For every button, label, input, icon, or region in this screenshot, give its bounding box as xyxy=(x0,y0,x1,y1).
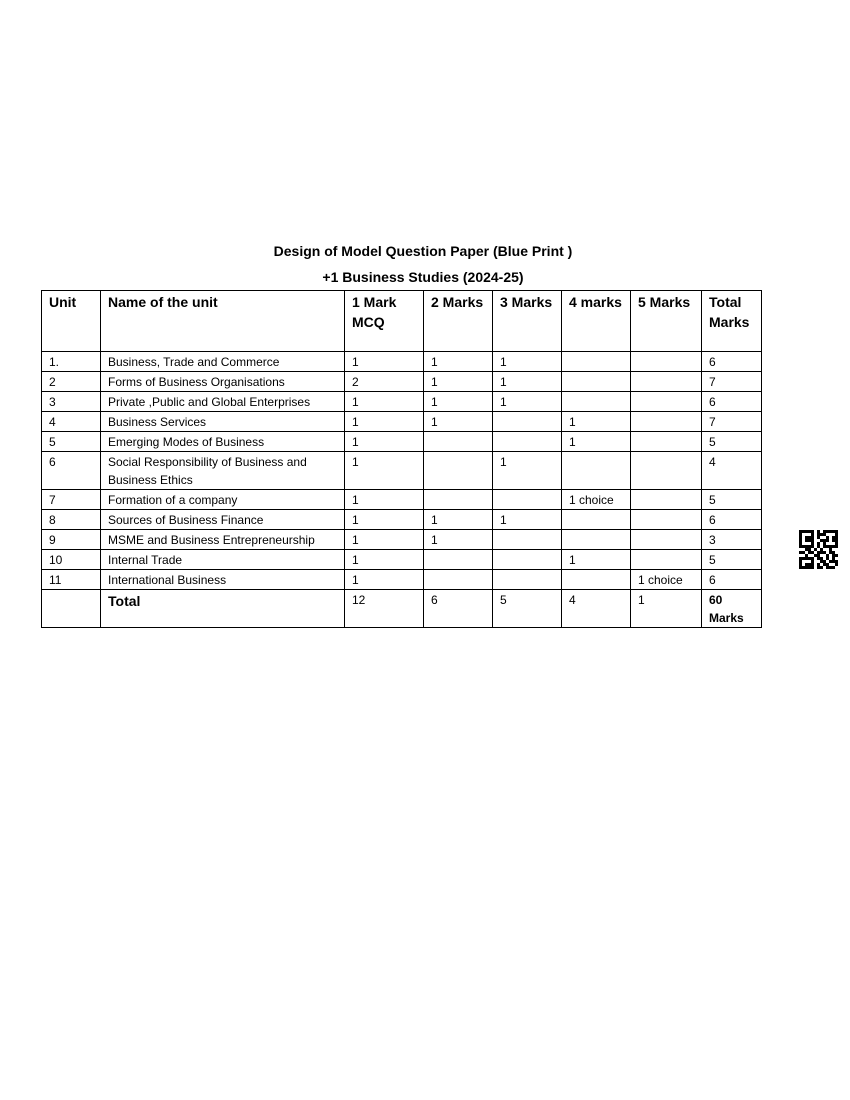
total-cell: 5 xyxy=(702,550,762,570)
total-cell: 3 xyxy=(702,530,762,550)
unit-cell: 2 xyxy=(42,372,101,392)
mark1-cell: 1 xyxy=(345,352,424,372)
mark3-cell xyxy=(493,530,562,550)
column-header-2-marks: 2 Marks xyxy=(424,291,493,352)
mark2-cell xyxy=(424,570,493,590)
table-row xyxy=(42,392,762,412)
totals-label: Total xyxy=(101,590,345,628)
table-row xyxy=(42,550,762,570)
mark4-cell: 1 xyxy=(562,412,631,432)
header-row xyxy=(42,291,762,352)
total-cell: 5 xyxy=(702,490,762,510)
mark5-cell xyxy=(631,550,702,570)
unit-name-cell: MSME and Business Entrepreneurship xyxy=(101,530,345,550)
mark3-cell xyxy=(493,550,562,570)
mark4-cell xyxy=(562,530,631,550)
grand-total: 60 Marks xyxy=(702,590,762,628)
mark5-cell xyxy=(631,432,702,452)
totals-2-marks: 6 xyxy=(424,590,493,628)
column-header-unit: Unit xyxy=(42,291,101,352)
mark5-cell xyxy=(631,510,702,530)
mark1-cell: 1 xyxy=(345,452,424,490)
totals-row xyxy=(42,590,762,628)
mark2-cell xyxy=(424,550,493,570)
mark2-cell: 1 xyxy=(424,412,493,432)
table-row xyxy=(42,570,762,590)
unit-cell: 10 xyxy=(42,550,101,570)
mark5-cell xyxy=(631,352,702,372)
mark2-cell xyxy=(424,490,493,510)
unit-name-cell: Social Responsibility of Business and Business Ethics xyxy=(101,452,345,490)
totals-unit-cell xyxy=(42,590,101,628)
mark4-cell xyxy=(562,510,631,530)
column-header-5-marks: 5 Marks xyxy=(631,291,702,352)
total-cell: 5 xyxy=(702,432,762,452)
mark2-cell: 1 xyxy=(424,352,493,372)
table-row xyxy=(42,452,762,490)
mark4-cell xyxy=(562,352,631,372)
total-cell: 6 xyxy=(702,510,762,530)
column-header-1-mark: 1 Mark MCQ xyxy=(345,291,424,352)
totals-1-mark: 12 xyxy=(345,590,424,628)
mark1-cell: 2 xyxy=(345,372,424,392)
total-cell: 6 xyxy=(702,570,762,590)
unit-name-cell: Private ,Public and Global Enterprises xyxy=(101,392,345,412)
mark3-cell: 1 xyxy=(493,392,562,412)
document-title: Design of Model Question Paper (Blue Print ) xyxy=(273,243,573,259)
column-header-3-marks: 3 Marks xyxy=(493,291,562,352)
mark3-cell: 1 xyxy=(493,352,562,372)
column-header-4-marks: 4 marks xyxy=(562,291,631,352)
unit-cell: 7 xyxy=(42,490,101,510)
total-cell: 7 xyxy=(702,412,762,432)
mark1-cell: 1 xyxy=(345,570,424,590)
unit-name-cell: Business, Trade and Commerce xyxy=(101,352,345,372)
mark3-cell: 1 xyxy=(493,510,562,530)
mark5-cell xyxy=(631,530,702,550)
mark4-cell xyxy=(562,372,631,392)
mark4-cell: 1 xyxy=(562,432,631,452)
mark2-cell xyxy=(424,432,493,452)
column-header-name: Name of the unit xyxy=(101,291,345,352)
mark5-cell xyxy=(631,392,702,412)
mark3-cell: 1 xyxy=(493,372,562,392)
unit-cell: 4 xyxy=(42,412,101,432)
table-row xyxy=(42,372,762,392)
table-row xyxy=(42,510,762,530)
mark2-cell: 1 xyxy=(424,530,493,550)
mark4-cell xyxy=(562,570,631,590)
mark1-cell: 1 xyxy=(345,550,424,570)
total-cell: 6 xyxy=(702,392,762,412)
mark1-cell: 1 xyxy=(345,530,424,550)
mark1-cell: 1 xyxy=(345,392,424,412)
column-header-total: Total Marks xyxy=(702,291,762,352)
qr-code-icon xyxy=(799,530,838,569)
mark4-cell: 1 choice xyxy=(562,490,631,510)
table-row xyxy=(42,412,762,432)
table-row xyxy=(42,530,762,550)
mark4-cell xyxy=(562,392,631,412)
unit-name-cell: Forms of Business Organisations xyxy=(101,372,345,392)
totals-3-marks: 5 xyxy=(493,590,562,628)
unit-name-cell: Sources of Business Finance xyxy=(101,510,345,530)
mark2-cell: 1 xyxy=(424,372,493,392)
mark3-cell xyxy=(493,432,562,452)
mark2-cell: 1 xyxy=(424,510,493,530)
mark2-cell xyxy=(424,452,493,490)
mark1-cell: 1 xyxy=(345,432,424,452)
unit-name-cell: Business Services xyxy=(101,412,345,432)
mark1-cell: 1 xyxy=(345,510,424,530)
totals-4-marks: 4 xyxy=(562,590,631,628)
unit-cell: 8 xyxy=(42,510,101,530)
mark5-cell xyxy=(631,452,702,490)
mark5-cell xyxy=(631,372,702,392)
total-cell: 4 xyxy=(702,452,762,490)
mark3-cell xyxy=(493,412,562,432)
unit-cell: 3 xyxy=(42,392,101,412)
unit-cell: 6 xyxy=(42,452,101,490)
unit-name-cell: Internal Trade xyxy=(101,550,345,570)
totals-5-marks: 1 xyxy=(631,590,702,628)
mark2-cell: 1 xyxy=(424,392,493,412)
unit-cell: 5 xyxy=(42,432,101,452)
mark1-cell: 1 xyxy=(345,490,424,510)
total-cell: 6 xyxy=(702,352,762,372)
mark3-cell xyxy=(493,570,562,590)
mark5-cell xyxy=(631,490,702,510)
table-row xyxy=(42,352,762,372)
mark5-cell: 1 choice xyxy=(631,570,702,590)
unit-name-cell: Formation of a company xyxy=(101,490,345,510)
document-subtitle: +1 Business Studies (2024-25) xyxy=(322,269,524,285)
table-row xyxy=(42,432,762,452)
mark4-cell xyxy=(562,452,631,490)
unit-cell: 9 xyxy=(42,530,101,550)
unit-name-cell: Emerging Modes of Business xyxy=(101,432,345,452)
unit-cell: 1. xyxy=(42,352,101,372)
table-row xyxy=(42,490,762,510)
unit-name-cell: International Business xyxy=(101,570,345,590)
blueprint-table xyxy=(41,290,762,628)
unit-cell: 11 xyxy=(42,570,101,590)
mark4-cell: 1 xyxy=(562,550,631,570)
total-cell: 7 xyxy=(702,372,762,392)
mark5-cell xyxy=(631,412,702,432)
mark3-cell: 1 xyxy=(493,452,562,490)
mark1-cell: 1 xyxy=(345,412,424,432)
mark3-cell xyxy=(493,490,562,510)
